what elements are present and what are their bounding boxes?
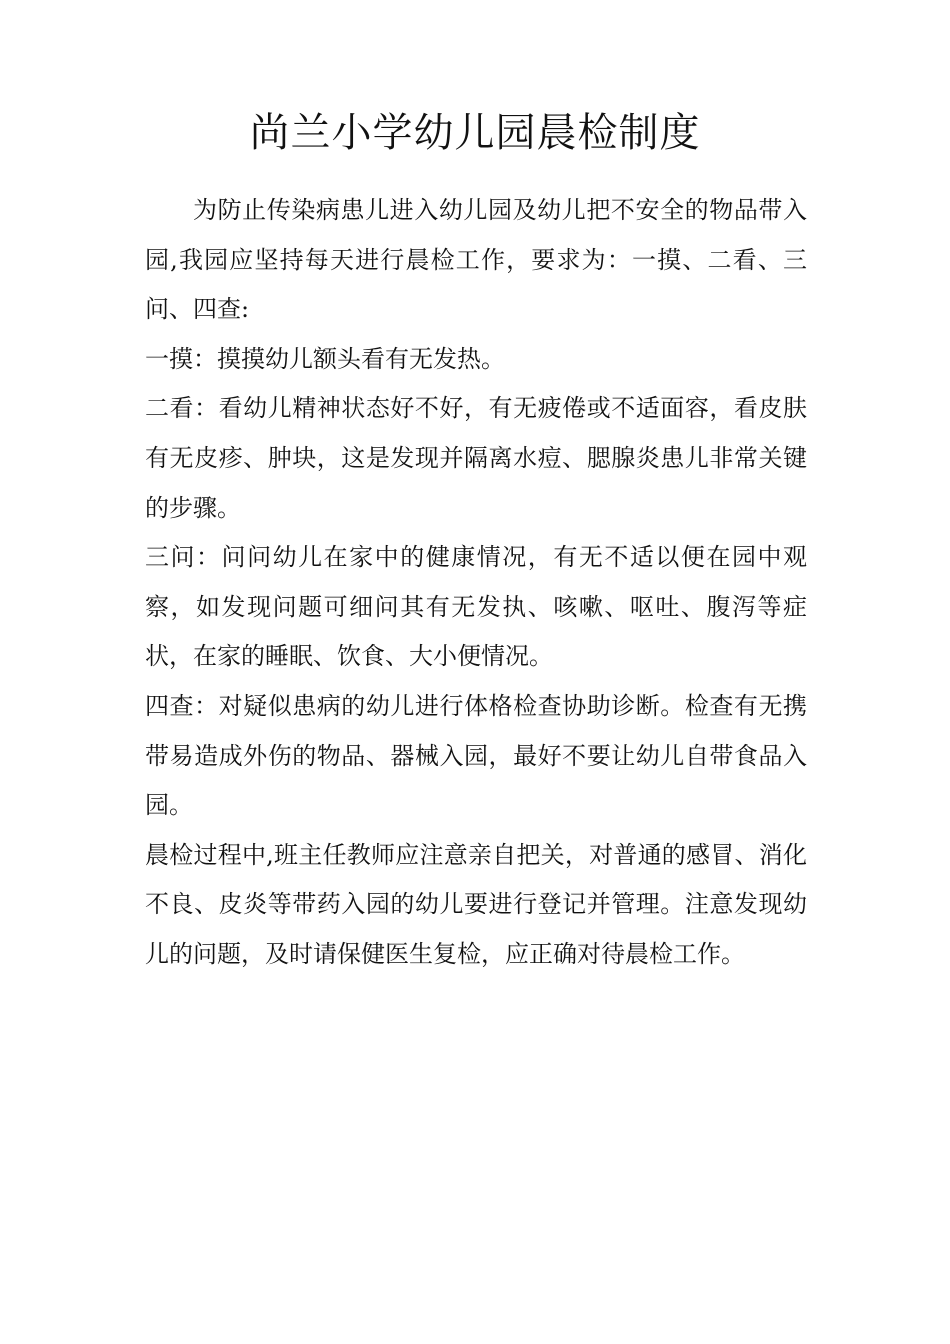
document-body bbox=[145, 186, 807, 980]
closing-paragraph: 晨检过程中,班主任教师应注意亲自把关，对普通的感冒、消化不良、皮炎等带药入园的幼儿要进行登记并管理。注意发现幼儿的问题，及时请保健医生复检，应正确对待晨检工作。 bbox=[145, 840, 807, 968]
section-touch: 一摸：摸摸幼儿额头看有无发热。 bbox=[145, 344, 505, 373]
section-ask: 三问：问问幼儿在家中的健康情况，有无不适以便在园中观察，如发现问题可细问其有无发执、咳嗽、呕吐、腹泻等症状，在家的睡眠、饮食、大小便情况。 bbox=[145, 543, 807, 671]
section-check: 四查：对疑似患病的幼儿进行体格检查协助诊断。检查有无携带易造成外伤的物品、器械入园，最好不要让幼儿自带食品入园。 bbox=[145, 691, 807, 820]
intro-paragraph: 为防止传染病患儿进入幼儿园及幼儿把不安全的物品带入园,我园应坚持每天进行晨检工作，要求为：一摸、二看、三问、四查: bbox=[145, 196, 807, 324]
section-look: 二看：看幼儿精神状态好不好，有无疲倦或不适面容，看皮肤有无皮疹、肿块，这是发现并隔离水痘、腮腺炎患儿非常关键的步骤。 bbox=[145, 394, 807, 522]
document-title: 尚兰小学幼儿园晨检制度 bbox=[249, 110, 701, 156]
